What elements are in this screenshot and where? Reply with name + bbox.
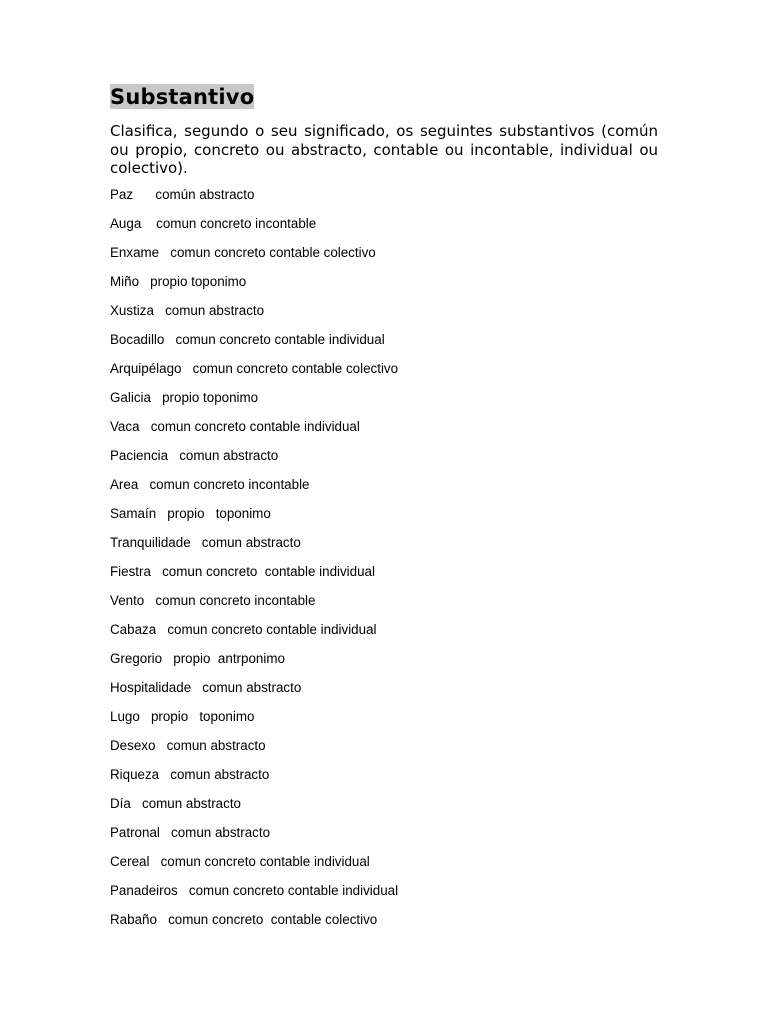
list-item: Paz común abstracto — [110, 186, 255, 202]
list-item: Fiestra comun concreto contable individual — [110, 563, 375, 579]
list-item: Cabaza comun concreto contable individual — [110, 621, 377, 637]
list-item: Area comun concreto incontable — [110, 476, 310, 492]
list-item: Cereal comun concreto contable individual — [110, 853, 370, 869]
list-item: Auga comun concreto incontable — [110, 215, 317, 231]
list-item: Riqueza comun abstracto — [110, 766, 270, 782]
list-item: Enxame comun concreto contable colectivo — [110, 244, 376, 260]
list-item: Lugo propio toponimo — [110, 708, 255, 724]
list-item: Hospitalidade comun abstracto — [110, 679, 302, 695]
list-item: Paciencia comun abstracto — [110, 447, 279, 463]
noun-list — [110, 186, 658, 940]
title-container — [110, 84, 658, 114]
page-title: Substantivo — [110, 85, 255, 109]
list-item: Samaín propio toponimo — [110, 505, 271, 521]
list-item: Día comun abstracto — [110, 795, 241, 811]
list-item: Rabaño comun concreto contable colectivo — [110, 911, 378, 927]
list-item: Arquipélago comun concreto contable colectivo — [110, 360, 399, 376]
intro-paragraph: Clasifica, segundo o seu significado, os seguintes substantivos (común ou propio, concreto ou abstracto, contable ou incontable, individual ou colectivo). — [110, 122, 658, 177]
document-page — [110, 84, 658, 940]
list-item: Vaca comun concreto contable individual — [110, 418, 360, 434]
list-item: Miño propio toponimo — [110, 273, 247, 289]
list-item: Desexo comun abstracto — [110, 737, 266, 753]
list-item: Bocadillo comun concreto contable individual — [110, 331, 385, 347]
list-item: Patronal comun abstracto — [110, 824, 271, 840]
list-item: Gregorio propio antrponimo — [110, 650, 285, 666]
list-item: Galicia propio toponimo — [110, 389, 259, 405]
list-item: Vento comun concreto incontable — [110, 592, 316, 608]
list-item: Tranquilidade comun abstracto — [110, 534, 301, 550]
list-item: Panadeiros comun concreto contable individual — [110, 882, 399, 898]
list-item: Xustiza comun abstracto — [110, 302, 265, 318]
